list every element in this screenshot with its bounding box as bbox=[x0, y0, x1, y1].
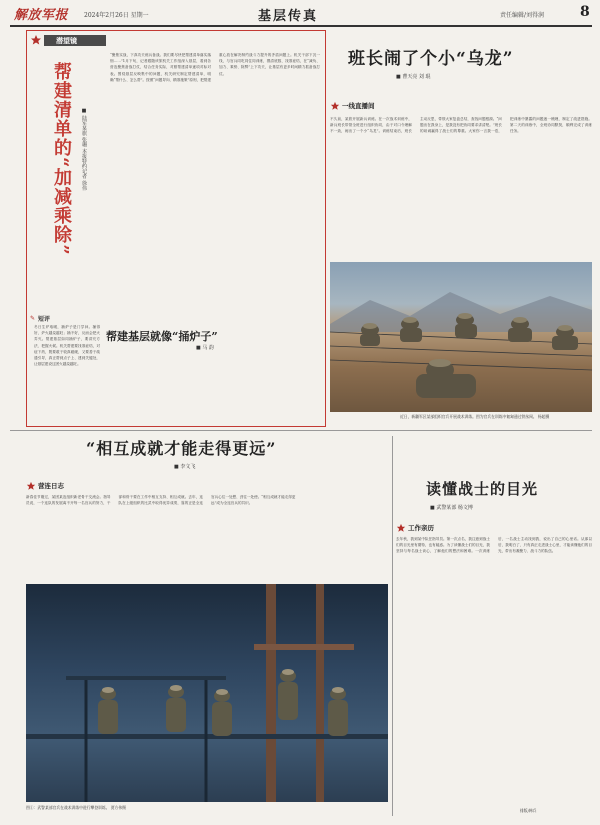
tag-yinglian bbox=[26, 480, 106, 492]
masthead-date: 2024年2月26日 星期一 bbox=[84, 12, 149, 19]
byline-main: ■ 曹天亮 刘 琨 bbox=[396, 74, 431, 80]
body-third: 去年秋，我到某中队任指导员。第一次点名，我注意到战士们的目光里有期待，也有疑惑。为了读懂战士们的目光，我坚持与每名战士谈心，了解他们的想法和困难。一次训练后，一名战士主动找到我，说出了自己的心里话。从那以后，我明白了，只有真正走进战士心里，才能读懂他们的目光，带出有凝聚力、战斗力的队伍。 bbox=[396, 537, 592, 554]
divider-right bbox=[392, 436, 393, 816]
caption-bottom: 图①：武警某部官兵在战术训练中进行攀登训练。 贾方伟摄 bbox=[26, 805, 126, 810]
body-xiaoyan-cont bbox=[104, 356, 320, 422]
body-main: 不久前，某旅开展新兵训练。在一次战术训练中，新兵班长带领全班进行组织协同，由于对口令理解不一致，闹出了一个小“乌龙”。训练结束后，班长主动反思，带领大家复盘总结，查找问题根源。“问题出在我身上，是我没有把协同要求讲清楚。”班长的坦诚赢得了战士们的尊重。大家你一言我一语，把训练中暴露的问题逐一梳理，制定了改进措施。第二天的训练中，全班协同默契，顺利完成了训练任务。 bbox=[330, 117, 592, 134]
section-title: 基层传真 bbox=[258, 9, 319, 24]
body-second: 新春佳节刚过，某团某连组织新老骨干交流会。指导员说，一个连队的发展离不开每一名官兵的努力，干部和骨干要在工作中相互支持、相互成就。去年，连队在上级组织的比武中取得优异成绩，靠的正是全连官兵心往一处想、劲往一处使。“相互成就才能走得更远”成为全连官兵的共识。 bbox=[26, 495, 296, 506]
pen-icon: ✎ bbox=[30, 315, 36, 322]
headline-zhiwang: 帮建清单的“加减乘除” bbox=[51, 62, 72, 256]
tag-gongzuo bbox=[396, 522, 476, 534]
body-zhiwang: “聚焦实战，下真功夫练兵备战。我们要尽快把帮建清单落实落细……”1月下旬，记者跟随该旅机关工作组深入基层，看到各营连聚焦备战打仗，结合任务实际，对照帮建清单逐项对标对表。围绕基层反映集中的问题，机关研究制定帮建清单，明确“帮什么、怎么帮”。按照“问题导向、精准施策”原则，把帮建重心放在解决制约战斗力提升的矛盾问题上。机关干部下沉一线，与官兵同吃同住同训练，摸清底数、找准症结，在“减负、加力、乘势、除弊”上下功夫，让基层有更多时间精力抓备战打仗。 bbox=[110, 53, 320, 82]
divider-middle bbox=[10, 430, 592, 431]
masthead-rule bbox=[10, 25, 592, 27]
byline-xiaoyan: ■ 马 韵 bbox=[196, 345, 214, 351]
tag-zhiwang-label: 潜望镜 bbox=[56, 35, 77, 45]
tag-gongzuo-label: 工作亲历 bbox=[408, 524, 434, 532]
tag-zhiwang bbox=[30, 33, 108, 47]
star-icon bbox=[396, 523, 406, 533]
masthead bbox=[0, 0, 600, 26]
masthead-logo: 解放军报 bbox=[14, 8, 69, 23]
tag-yixian-label: 一线直播间 bbox=[342, 102, 375, 110]
photo-climbing-training bbox=[26, 584, 388, 802]
photo-training-wire bbox=[330, 262, 592, 412]
headline-second: “相互成就才能走得更远” bbox=[86, 439, 277, 458]
headline-third: 读懂战士的目光 bbox=[426, 480, 539, 498]
star-icon bbox=[26, 481, 36, 491]
editor-credit: 责任编辑/刘得润 bbox=[500, 12, 545, 19]
photo-frame-graphic bbox=[26, 584, 388, 802]
photo-soldiers-graphic bbox=[330, 262, 592, 412]
page-number: 8 bbox=[580, 4, 590, 20]
headline-main: 班长闹了个小“乌龙” bbox=[348, 49, 514, 69]
tag-duanping bbox=[30, 314, 70, 324]
caption-top: 近日，新疆军区某部组织官兵开展战术训练。图为官兵在训练中匍匐通过铁丝网。 杨超摄 bbox=[400, 414, 550, 419]
headline-xiaoyan: 帮建基层就像“捅炉子” bbox=[106, 330, 218, 343]
tag-yixian bbox=[330, 100, 400, 112]
footer-note: 排版/韩兵 bbox=[520, 808, 537, 813]
tag-yinglian-label: 营连日志 bbox=[38, 482, 64, 490]
byline-second: ■ 李文飞 bbox=[174, 464, 196, 470]
star-icon bbox=[30, 34, 42, 46]
star-icon bbox=[330, 101, 340, 111]
body-xiaoyan: 冬日生炉取暖，捅炉子是门学问。捅得好，炉火越烧越旺；捅不好，反而会把火弄灭。帮建基层如同捅炉子，要讲究方法、把握火候。机关帮建要找准症结，对症下药，既要敢于较真碰硬，又要善于疏通引导，真正帮到点子上、建到关键处，让基层建设这团火越烧越旺。 bbox=[34, 325, 100, 367]
byline-third: ■ 武警某部 杨文博 bbox=[430, 505, 473, 511]
tag-duanping-label: 短评 bbox=[38, 316, 51, 323]
byline-zhiwang: ■ 陆军某旅 张珊 本报特约记者 徐伟 bbox=[81, 108, 87, 191]
